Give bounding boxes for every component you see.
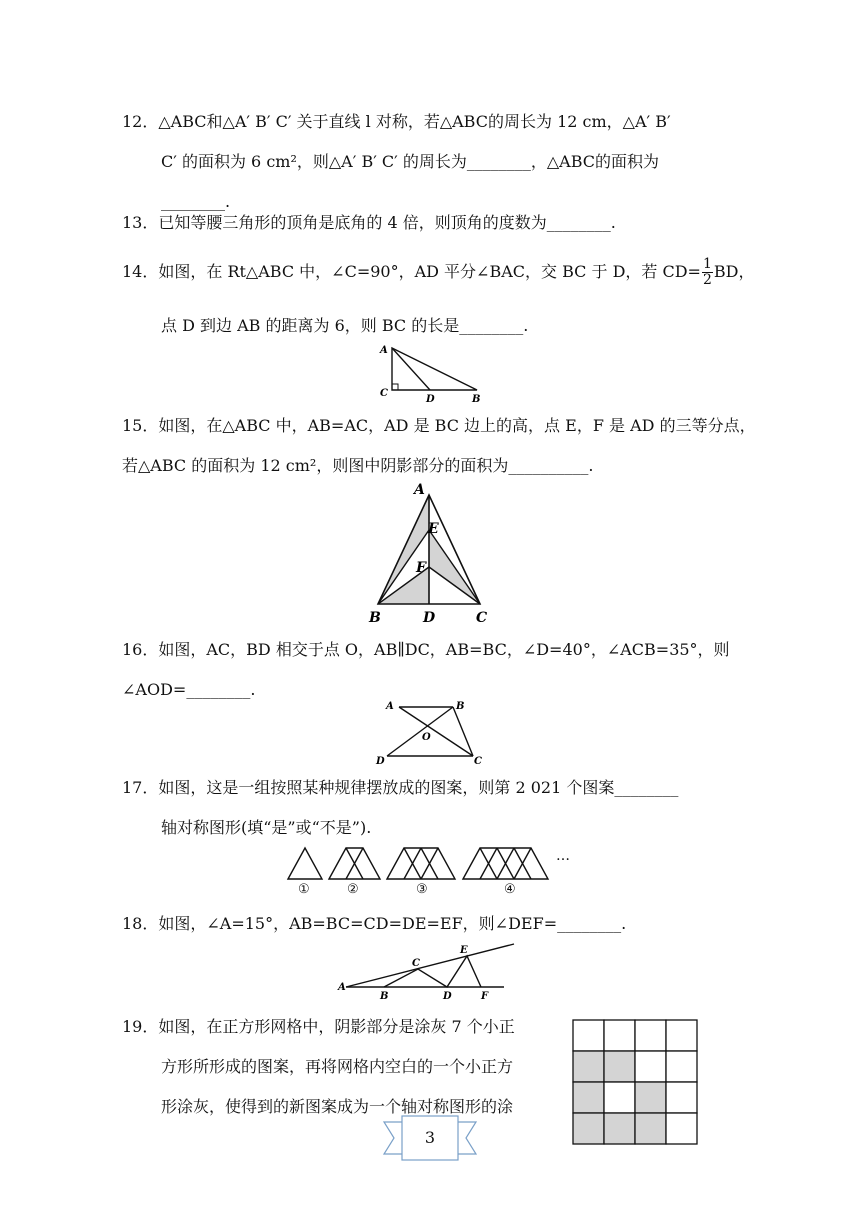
q18-label-a: A [338, 982, 346, 993]
q18-label-e: E [460, 945, 468, 956]
q14-fraction [702, 257, 713, 288]
q15-label-e: E [428, 521, 439, 537]
q19-line2: 方形所形成的图案，再将网格内空白的一个小正方 [161, 1057, 514, 1076]
q15-label-d: D [423, 610, 436, 626]
page-number: 3 [424, 1128, 436, 1147]
grid-cell [604, 1051, 635, 1082]
q14-line1: 14．如图，在 Rt△ABC 中，∠C=90°，AD 平分∠BAC，交 BC 于 D，若 CD= [122, 262, 701, 281]
q17-pattern-3 [387, 848, 455, 879]
q15-label-c: C [476, 610, 488, 626]
grid-cell [666, 1113, 697, 1144]
q17-line1: 17．如图，这是一组按照某种规律摆放成的图案，则第 2 021 个图案________ [122, 778, 679, 797]
grid-cell [573, 1051, 604, 1082]
q18-label-b: B [380, 991, 389, 1002]
grid-cell [635, 1082, 666, 1113]
q18-line1: 18．如图，∠A=15°，AB=BC=CD=DE=EF，则∠DEF=________. [122, 914, 627, 933]
grid-cell [573, 1020, 604, 1051]
grid-cell [666, 1051, 697, 1082]
q16-label-o: O [422, 732, 431, 743]
q13-line1: 13．已知等腰三角形的顶角是底角的 4 倍，则顶角的度数为________. [122, 213, 616, 232]
q16-label-b: B [456, 701, 465, 712]
q17-pattern-4 [463, 848, 548, 879]
q15-label-b: B [369, 610, 381, 626]
q15-label-f: F [416, 560, 426, 576]
q19-grid-figure [572, 1019, 700, 1147]
q18-label-d: D [443, 991, 452, 1002]
q16-label-a: A [386, 701, 394, 712]
q14-figure [370, 340, 490, 406]
grid-cell [635, 1020, 666, 1051]
q14-label-d: D [426, 394, 435, 405]
q15-label-a: A [414, 482, 425, 498]
q17-ellipsis: … [556, 848, 570, 864]
q18-label-c: C [412, 958, 420, 969]
q16-label-c: C [474, 756, 482, 767]
q17-label-4: ④ [504, 882, 516, 897]
q12-line2: C′ 的面积为 6 cm²，则△A′ B′ C′ 的周长为________，△ABC的面积为 [161, 152, 660, 171]
q17-figure [284, 840, 574, 900]
q14-line2: 点 D 到边 AB 的距离为 6，则 BC 的长是________. [161, 316, 529, 335]
grid-cell [635, 1051, 666, 1082]
question-15 [122, 406, 756, 486]
q14-line1-tail: BD， [713, 262, 755, 281]
question-17 [122, 768, 734, 848]
q17-label-1: ① [298, 882, 310, 897]
grid-cell [573, 1082, 604, 1113]
grid-cell [666, 1020, 697, 1051]
q18-zigzag [384, 956, 481, 987]
q15-figure [364, 480, 496, 628]
grid-cell [604, 1113, 635, 1144]
grid-cell [573, 1113, 604, 1144]
q12-line1: 12．△ABC和△A′ B′ C′ 关于直线 l 对称，若△ABC的周长为 12 cm，△A′ B′ [122, 112, 671, 131]
q16-segment-ac [399, 707, 473, 756]
q17-pattern-2 [329, 848, 380, 879]
q18-label-f: F [481, 991, 489, 1002]
grid-cell [666, 1082, 697, 1113]
q16-figure [370, 696, 490, 770]
grid-cell [635, 1113, 666, 1144]
q16-line2: ∠AOD=________. [122, 680, 256, 699]
question-19 [122, 1007, 562, 1127]
q14-right-angle-mark [392, 384, 398, 390]
question-13 [122, 203, 734, 243]
grid-cell [604, 1020, 635, 1051]
question-14 [122, 252, 755, 346]
q17-line2: 轴对称图形(填“是”或“不是”). [161, 818, 372, 837]
q15-line1: 15．如图，在△ABC 中，AB=AC，AD 是 BC 边上的高，点 E，F 是 AD 的三等分点， [122, 416, 756, 435]
q18-slant-line [346, 944, 514, 987]
q15-line2: 若△ABC 的面积为 12 cm²，则图中阴影部分的面积为__________. [122, 456, 594, 475]
q14-frac-num: 1 [702, 256, 712, 272]
q12-line3: ________. [161, 192, 231, 211]
q16-segment-bd [387, 707, 453, 756]
q19-line3: 形涂灰，使得到的新图案成为一个轴对称图形的涂 [161, 1097, 514, 1116]
q14-label-a: A [380, 345, 388, 356]
grid-cell [604, 1082, 635, 1113]
q17-label-2: ② [347, 882, 359, 897]
q14-label-c: C [380, 388, 388, 399]
q17-label-3: ③ [416, 882, 428, 897]
q17-pattern-1 [288, 848, 322, 879]
q19-line1: 19．如图，在正方形网格中，阴影部分是涂灰 7 个小正 [122, 1017, 515, 1036]
q14-triangle [392, 348, 477, 390]
q14-label-b: B [472, 394, 481, 405]
q16-line1: 16．如图，AC，BD 相交于点 O，AB∥DC，AB=BC，∠D=40°，∠ACB=35°，则 [122, 640, 730, 659]
q18-figure [334, 938, 518, 1002]
q14-frac-den: 2 [702, 272, 712, 288]
q16-label-d: D [376, 756, 385, 767]
